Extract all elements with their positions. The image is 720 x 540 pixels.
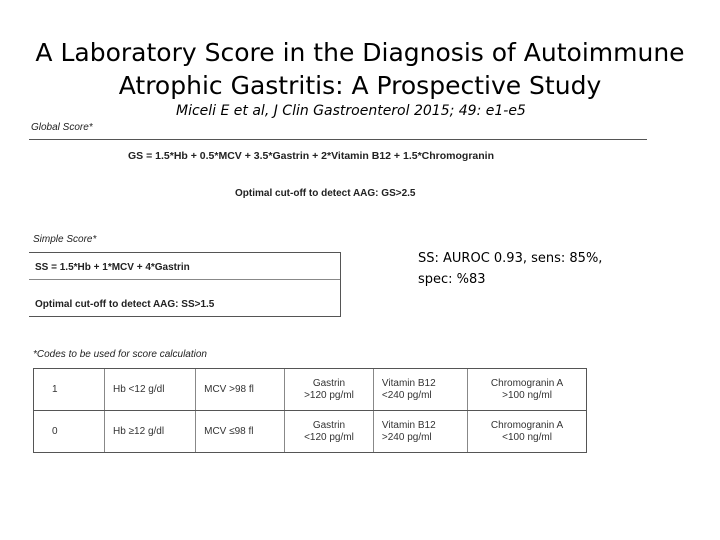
code-cell: 1 <box>34 369 105 411</box>
global-score-label: Global Score* <box>31 122 93 133</box>
simple-score-cutoff: Optimal cut-off to detect AAG: SS>1.5 <box>35 299 215 310</box>
citation: Miceli E et al, J Clin Gastroenterol 2015; 49: e1-e5 <box>176 103 526 119</box>
stats-line-2: spec: %83 <box>418 272 486 287</box>
simple-score-divider <box>29 279 340 280</box>
global-score-divider <box>29 139 647 140</box>
b12-value: >240 pg/ml <box>381 431 432 443</box>
chromogranin-cell <box>468 369 587 411</box>
hb-cell: Hb <12 g/dl <box>105 369 196 411</box>
gastrin-title: Gastrin <box>312 419 346 431</box>
slide-title-line-2: Atrophic Gastritis: A Prospective Study <box>118 71 602 100</box>
b12-title: Vitamin B12 <box>381 419 436 431</box>
simple-score-formula: SS = 1.5*Hb + 1*MCV + 4*Gastrin <box>35 262 190 273</box>
chromogranin-title: Chromogranin A <box>490 377 564 389</box>
mcv-cell: MCV >98 fl <box>196 369 285 411</box>
b12-title: Vitamin B12 <box>381 377 436 389</box>
slide-title-line-1: A Laboratory Score in the Diagnosis of Autoimmune <box>35 38 685 67</box>
code-cell: 0 <box>34 411 105 453</box>
chromogranin-value: <100 ng/ml <box>502 431 552 443</box>
gastrin-cell <box>285 411 374 453</box>
gastrin-value: >120 pg/ml <box>304 389 354 401</box>
b12-value: <240 pg/ml <box>381 389 432 401</box>
chromogranin-value: >100 ng/ml <box>502 389 552 401</box>
table-row <box>34 411 587 453</box>
table-row <box>34 369 587 411</box>
global-score-formula: GS = 1.5*Hb + 0.5*MCV + 3.5*Gastrin + 2*Vitamin B12 + 1.5*Chromogranin <box>128 150 494 162</box>
gastrin-value: <120 pg/ml <box>304 431 354 443</box>
hb-cell: Hb ≥12 g/dl <box>105 411 196 453</box>
simple-score-stats <box>418 248 648 290</box>
mcv-cell: MCV ≤98 fl <box>196 411 285 453</box>
slide-title <box>20 36 700 102</box>
chromogranin-title: Chromogranin A <box>490 419 564 431</box>
codes-table <box>33 368 587 453</box>
b12-cell <box>373 369 467 411</box>
global-score-cutoff: Optimal cut-off to detect AAG: GS>2.5 <box>235 188 416 199</box>
b12-cell <box>373 411 467 453</box>
chromogranin-cell <box>468 411 587 453</box>
gastrin-title: Gastrin <box>312 377 346 389</box>
simple-score-box <box>29 252 341 317</box>
simple-score-label: Simple Score* <box>33 234 97 245</box>
stats-line-1: SS: AUROC 0.93, sens: 85%, <box>418 251 603 266</box>
gastrin-cell <box>285 369 374 411</box>
codes-label: *Codes to be used for score calculation <box>33 349 207 360</box>
